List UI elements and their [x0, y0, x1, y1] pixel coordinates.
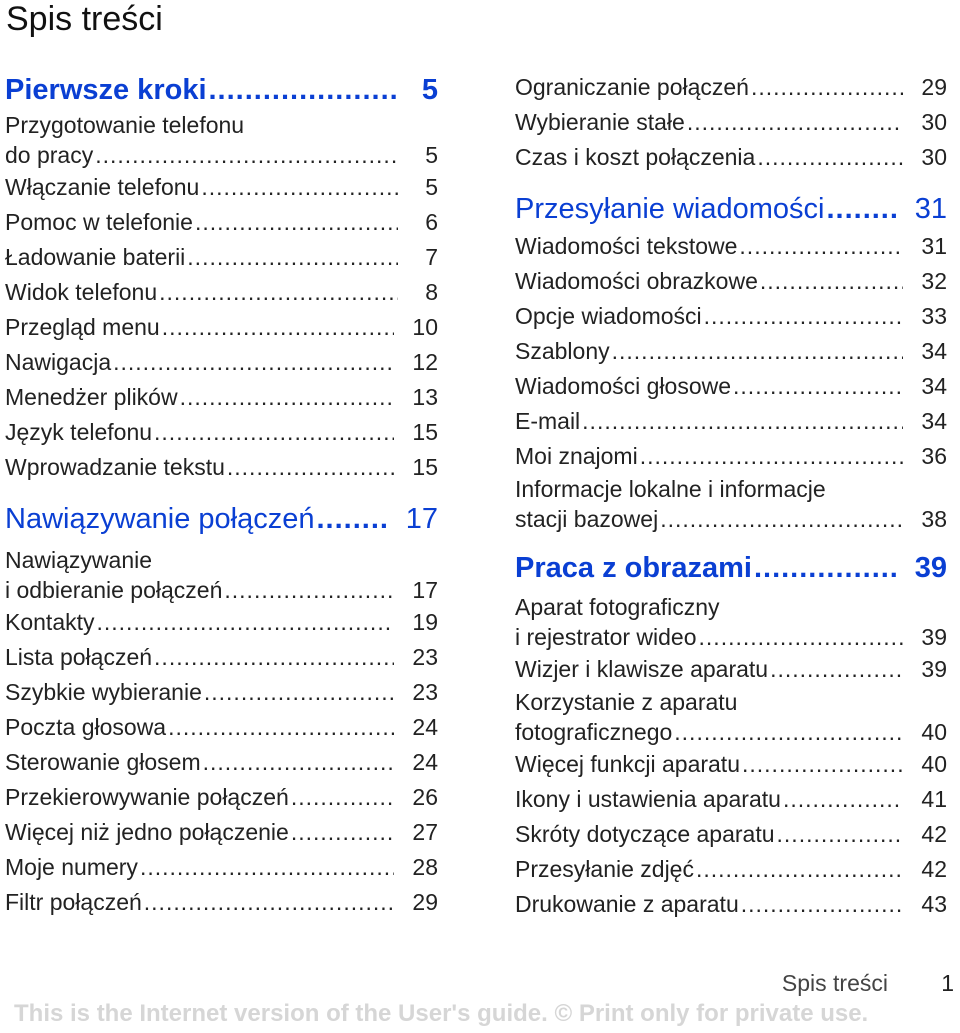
- toc-entry-label: Ładowanie baterii: [5, 244, 186, 270]
- toc-column-left: [5, 70, 438, 920]
- toc-page-number: 23: [412, 679, 438, 705]
- toc-entry-label: Czas i koszt połączenia: [515, 144, 756, 170]
- toc-page-number: 24: [412, 714, 438, 740]
- toc-page-number: 15: [412, 419, 438, 445]
- toc-page-number: 30: [921, 144, 947, 170]
- toc-entry-label: Przegląd menu: [5, 314, 160, 340]
- toc-entry-label: E-mail: [515, 408, 581, 434]
- toc-entry-lista[interactable]: [5, 640, 438, 675]
- toc-page-number: 19: [412, 609, 438, 635]
- toc-leader-dots: [291, 815, 395, 850]
- toc-leader-dots: [187, 240, 398, 275]
- toc-leader-dots: [674, 717, 903, 747]
- toc-page-number: 39: [921, 656, 947, 682]
- toc-entry-label: Moi znajomi: [515, 443, 638, 469]
- toc-entry-label: Drukowanie z aparatu: [515, 891, 739, 917]
- toc-page-number: 26: [412, 784, 438, 810]
- toc-leader-dots: [227, 450, 395, 485]
- toc-leader-dots: [741, 887, 904, 922]
- toc-list: [515, 70, 947, 922]
- toc-page-number: 5: [425, 174, 438, 200]
- toc-entry-przeglad[interactable]: [5, 310, 438, 345]
- toc-entry-szablony[interactable]: [515, 334, 947, 369]
- toc-section-przesylanie[interactable]: [515, 189, 947, 229]
- toc-section-nawiazywanie[interactable]: [5, 499, 438, 539]
- toc-leader-dots: [582, 404, 903, 439]
- toc-leader-dots: [97, 605, 395, 640]
- toc-leader-dots: [751, 70, 903, 105]
- toc-entry-label: Skróty dotyczące aparatu: [515, 821, 775, 847]
- toc-entry-label: Nawigacja: [5, 349, 112, 375]
- toc-entry-jezyk[interactable]: [5, 415, 438, 450]
- toc-entry-widok[interactable]: [5, 275, 438, 310]
- toc-entry-ladowanie[interactable]: [5, 240, 438, 275]
- toc-entry-ikony[interactable]: [515, 782, 947, 817]
- toc-page-number: 7: [425, 244, 438, 270]
- toc-entry-email[interactable]: [515, 404, 947, 439]
- footer-page-number: 1: [941, 970, 954, 996]
- toc-leader-dots: [704, 299, 904, 334]
- toc-page-number: 5: [421, 74, 438, 106]
- toc-entry-label-line1: Przygotowanie telefonu: [5, 112, 245, 138]
- toc-entry-label: Wiadomości głosowe: [515, 373, 732, 399]
- toc-leader-dots: [687, 105, 904, 140]
- toc-entry-menedzer[interactable]: [5, 380, 438, 415]
- toc-entry-label: Szablony: [515, 338, 610, 364]
- toc-entry-label: Przesyłanie zdjęć: [515, 856, 694, 882]
- toc-leader-dots: [699, 622, 904, 652]
- toc-entry-label: stacji bazowej: [515, 506, 659, 532]
- toc-section-pierwsze-kroki[interactable]: [5, 70, 438, 110]
- toc-entry-label: Więcej niż jedno połączenie: [5, 819, 289, 845]
- toc-entry-label: Sterowanie głosem: [5, 749, 201, 775]
- toc-page-number: 13: [412, 384, 438, 410]
- toc-entry-label: Lista połączeń: [5, 644, 153, 670]
- toc-page-number: 40: [921, 719, 947, 745]
- toc-entry-label-line1: Korzystanie z aparatu: [515, 689, 738, 715]
- toc-entry-obrazkowe[interactable]: [515, 264, 947, 299]
- toc-leader-dots: [754, 548, 897, 588]
- toc-entry-wizjer[interactable]: [515, 652, 947, 687]
- toc-entry-moje-numery[interactable]: [5, 850, 438, 885]
- toc-entry-nawiazywanie-odbieranie[interactable]: [5, 545, 438, 605]
- toc-entry-label: Wizjer i klawisze aparatu: [515, 656, 769, 682]
- toc-leader-dots: [660, 504, 903, 534]
- toc-entry-label: Przekierowywanie połączeń: [5, 784, 289, 810]
- toc-leader-dots: [162, 310, 395, 345]
- toc-entry-pomoc[interactable]: [5, 205, 438, 240]
- toc-leader-dots: [770, 652, 903, 687]
- toc-entry-przygotowanie[interactable]: [5, 110, 438, 170]
- toc-page-number: 6: [425, 209, 438, 235]
- toc-page-number: 39: [921, 624, 947, 650]
- toc-leader-dots: [696, 852, 903, 887]
- toc-leader-dots: [159, 275, 398, 310]
- toc-page-number: 12: [412, 349, 438, 375]
- toc-page-number: 40: [921, 751, 947, 777]
- toc-leader-dots: [113, 345, 394, 380]
- toc-leader-dots: [154, 640, 394, 675]
- toc-entry-poczta[interactable]: [5, 710, 438, 745]
- toc-entry-label: Więcej funkcji aparatu: [515, 751, 740, 777]
- toc-entry-label: Włączanie telefonu: [5, 174, 200, 200]
- toc-entry-label: Wiadomości obrazkowe: [515, 268, 758, 294]
- toc-page-number: 8: [425, 279, 438, 305]
- toc-entry-label: Poczta głosowa: [5, 714, 167, 740]
- toc-entry-wiecej-funkcji[interactable]: [515, 747, 947, 782]
- toc-page-number: 17: [405, 503, 438, 535]
- toc-page-number: 34: [921, 408, 947, 434]
- toc-entry-label: Filtr połączeń: [5, 889, 142, 915]
- toc-entry-wprowadzanie[interactable]: [5, 450, 438, 485]
- toc-leader-dots: [733, 369, 903, 404]
- toc-column-right: [515, 70, 947, 922]
- toc-entry-aparat[interactable]: [515, 592, 947, 652]
- toc-entry-label: i odbieranie połączeń: [5, 577, 223, 603]
- toc-section-label: Praca z obrazami: [515, 552, 752, 584]
- toc-page-number: 29: [921, 74, 947, 100]
- toc-page-number: 29: [412, 889, 438, 915]
- toc-entry-label-line1: Informacje lokalne i informacje: [515, 476, 826, 502]
- toc-page-number: 10: [412, 314, 438, 340]
- toc-entry-filtr[interactable]: [5, 885, 438, 920]
- toc-page-number: 34: [921, 373, 947, 399]
- toc-entry-label: Opcje wiadomości: [515, 303, 702, 329]
- toc-leader-dots: [757, 140, 903, 175]
- toc-entry-nawigacja[interactable]: [5, 345, 438, 380]
- toc-entry-label-line1: Aparat fotograficzny: [515, 594, 720, 620]
- toc-leader-dots: [777, 817, 904, 852]
- toc-entry-wiecej-niz[interactable]: [5, 815, 438, 850]
- toc-entry-przesylanie-zdjec[interactable]: [515, 852, 947, 887]
- toc-entry-szybkie[interactable]: [5, 675, 438, 710]
- toc-page-number: 42: [921, 821, 947, 847]
- toc-page-number: 24: [412, 749, 438, 775]
- toc-leader-dots: [783, 782, 903, 817]
- toc-leader-dots: [826, 189, 896, 229]
- toc-leader-dots: [180, 380, 395, 415]
- toc-leader-dots: [95, 140, 398, 170]
- toc-leader-dots: [203, 745, 395, 780]
- toc-page-number: 38: [921, 506, 947, 532]
- toc-page-number: 23: [412, 644, 438, 670]
- toc-page-number: 27: [412, 819, 438, 845]
- toc-section-label: Pierwsze kroki: [5, 74, 207, 106]
- toc-page-number: 42: [921, 856, 947, 882]
- toc-leader-dots: [154, 415, 394, 450]
- toc-section-label: Nawiązywanie połączeń: [5, 503, 315, 535]
- toc-entry-czas-koszt[interactable]: [515, 140, 947, 175]
- toc-page-number: 28: [412, 854, 438, 880]
- toc-page-number: 5: [425, 142, 438, 168]
- toc-section-label: Przesyłanie wiadomości: [515, 193, 825, 225]
- toc-entry-label: Wprowadzanie tekstu: [5, 454, 225, 480]
- toc-page-number: 15: [412, 454, 438, 480]
- toc-page-number: 31: [921, 233, 947, 259]
- toc-leader-dots: [144, 885, 395, 920]
- toc-leader-dots: [742, 747, 903, 782]
- toc-leader-dots: [760, 264, 904, 299]
- toc-entry-sterowanie[interactable]: [5, 745, 438, 780]
- footer-section-title: Spis treści: [781, 970, 888, 996]
- toc-leader-dots: [612, 334, 904, 369]
- toc-entry-label: Ograniczanie połączeń: [515, 74, 749, 100]
- toc-entry-label-line1: Nawiązywanie: [5, 547, 153, 573]
- toc-page-number: 17: [412, 577, 438, 603]
- page-title: Spis treści: [6, 0, 163, 38]
- toc-page-number: 39: [914, 552, 947, 584]
- toc-entry-przekierowywanie[interactable]: [5, 780, 438, 815]
- watermark-text: This is the Internet version of the User's guide. © Print only for private use.: [14, 1000, 869, 1027]
- toc-leader-dots: [640, 439, 904, 474]
- toc-entry-drukowanie[interactable]: [515, 887, 947, 922]
- toc-entry-label: Wiadomości tekstowe: [515, 233, 738, 259]
- toc-entry-opcje[interactable]: [515, 299, 947, 334]
- toc-list: [5, 70, 438, 920]
- toc-entry-label: Wybieranie stałe: [515, 109, 685, 135]
- toc-entry-ograniczanie[interactable]: [515, 70, 947, 105]
- toc-leader-dots: [140, 850, 394, 885]
- toc-leader-dots: [201, 170, 398, 205]
- toc-page-number: 41: [921, 786, 947, 812]
- toc-section-praca-z-obrazami[interactable]: [515, 548, 947, 588]
- toc-page-number: 32: [921, 268, 947, 294]
- toc-entry-label: Ikony i ustawienia aparatu: [515, 786, 781, 812]
- toc-page-number: 30: [921, 109, 947, 135]
- toc-leader-dots: [739, 229, 903, 264]
- toc-page-number: 33: [921, 303, 947, 329]
- toc-entry-label: do pracy: [5, 142, 94, 168]
- toc-leader-dots: [195, 205, 398, 240]
- toc-entry-label: Menedżer plików: [5, 384, 178, 410]
- toc-entry-label: Kontakty: [5, 609, 95, 635]
- toc-entry-informacje-lokalne[interactable]: [515, 474, 947, 534]
- toc-leader-dots: [317, 499, 388, 539]
- toc-entry-label: i rejestrator wideo: [515, 624, 697, 650]
- toc-page-number: 34: [921, 338, 947, 364]
- toc-entry-label: Moje numery: [5, 854, 138, 880]
- toc-entry-wlaczanie[interactable]: [5, 170, 438, 205]
- toc-entry-label: Szybkie wybieranie: [5, 679, 202, 705]
- toc-entry-tekstowe[interactable]: [515, 229, 947, 264]
- toc-leader-dots: [291, 780, 395, 815]
- toc-entry-kontakty[interactable]: [5, 605, 438, 640]
- toc-page-number: 43: [921, 891, 947, 917]
- toc-leader-dots: [204, 675, 395, 710]
- toc-entry-skroty[interactable]: [515, 817, 947, 852]
- toc-entry-label: fotograficznego: [515, 719, 673, 745]
- toc-page-number: 36: [921, 443, 947, 469]
- toc-page-number: 31: [914, 193, 947, 225]
- toc-leader-dots: [224, 575, 394, 605]
- toc-entry-glosowe[interactable]: [515, 369, 947, 404]
- toc-entry-label: Pomoc w telefonie: [5, 209, 193, 235]
- toc-entry-label: Język telefonu: [5, 419, 153, 445]
- toc-leader-dots: [209, 70, 399, 110]
- toc-entry-korzystanie[interactable]: [515, 687, 947, 747]
- toc-leader-dots: [168, 710, 394, 745]
- toc-entry-wybieranie-stale[interactable]: [515, 105, 947, 140]
- toc-entry-moi-znajomi[interactable]: [515, 439, 947, 474]
- toc-entry-label: Widok telefonu: [5, 279, 158, 305]
